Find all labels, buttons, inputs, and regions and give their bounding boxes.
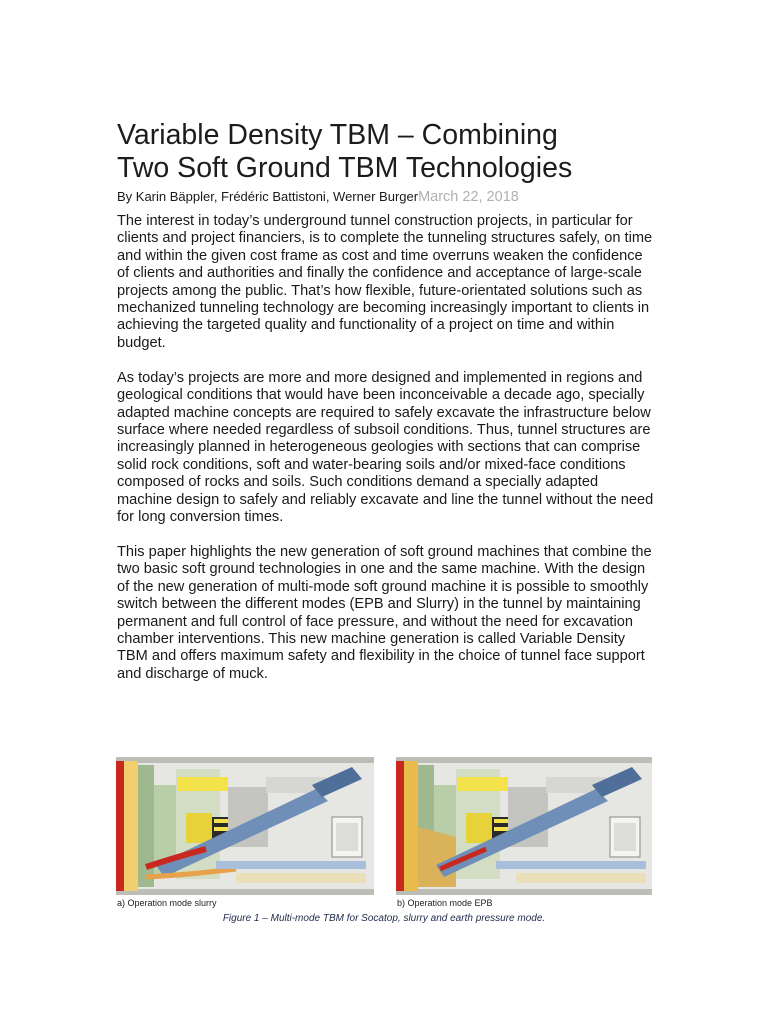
- tbm-slurry-illustration: [116, 757, 374, 895]
- paragraph: This paper highlights the new generation of soft ground machines that combine the two basic soft ground technologies in one and the same machine. With the design of the new generation of multi-mode soft ground machine it is possible to smoothly switch between the different modes (EPB and Slurry) in the tunnel by maintaining permanent and full control of face pressure, and without the need for excavation chamber interventions. This new machine generation is called Variable Density TBM and offers maximum safety and flexibility in the choice of tunnel face support and discharge of muck.: [117, 543, 652, 682]
- figure-caption: Figure 1 – Multi-mode TBM for Socatop, slurry and earth pressure mode.: [222, 913, 546, 924]
- panel-a-caption: a) Operation mode slurry: [117, 898, 217, 908]
- tbm-epb-illustration: [396, 757, 652, 895]
- article-title-line-2: Two Soft Ground TBM Technologies: [117, 152, 573, 184]
- authors: By Karin Bäppler, Frédéric Battistoni, Werner Burger: [117, 189, 419, 204]
- publish-date: March 22, 2018: [418, 189, 519, 205]
- figure-1: [116, 757, 652, 927]
- article-body: [117, 213, 655, 701]
- byline: [117, 188, 677, 206]
- article-title: [117, 119, 677, 185]
- paragraph: As today’s projects are more and more designed and implemented in regions and geological conditions that would have been inconceivable a decade ago, specially adapted machine concepts are required to safely excavate the infrastructure below surface where needed regardless of subsoil conditions. Thus, tunnel structures are increasingly planned in heterogeneous geologies with sections that can comprise solid rock conditions, soft and water-bearing soils and/or mixed-face conditions composed of rocks and soils. Such conditions demand a specially adapted machine design to safely and reliably excavate and line the tunnel without the need for long conversion times.: [117, 369, 654, 525]
- article-title-line-1: Variable Density TBM – Combining: [117, 119, 558, 151]
- paragraph: The interest in today’s underground tunnel construction projects, in particular for clients and project financiers, is to complete the tunneling structures safely, on time and within the given cost frame as cost and time overruns weaken the confidence of clients and authorities and finally the confidence and acceptance of large-scale projects among the public. That’s how flexible, future-orientated solutions such as mechanized tunneling technology are becoming increasingly important to clients in achieving the targeted quality and functionality of a project on time and within budget.: [117, 213, 653, 351]
- panel-b-caption: b) Operation mode EPB: [397, 898, 493, 908]
